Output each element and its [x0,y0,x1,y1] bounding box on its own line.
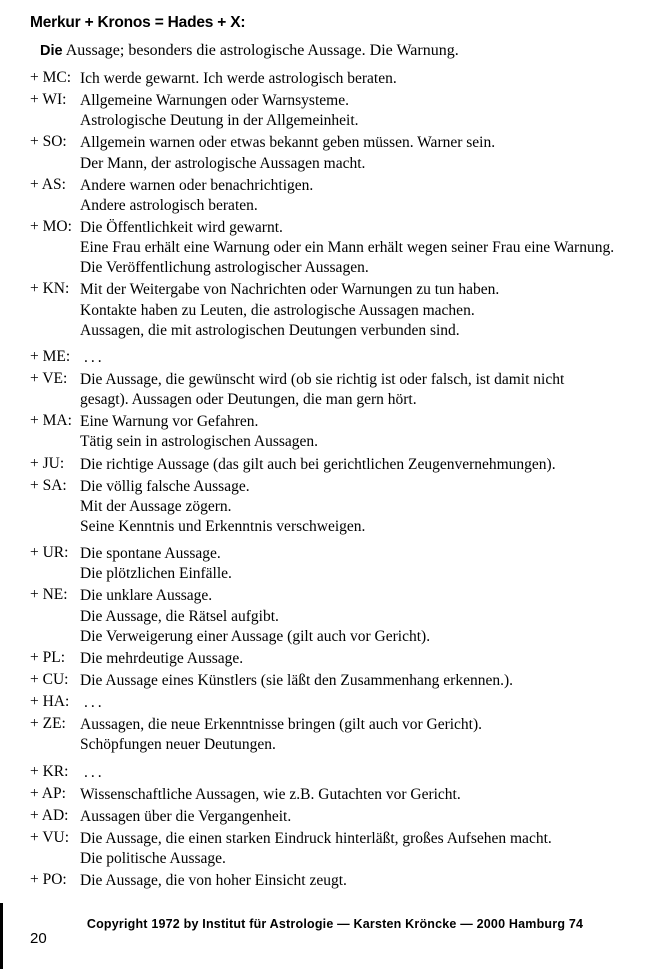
list-item [22,348,648,368]
entry-line: ... [84,694,105,712]
list-item [22,649,648,669]
entry-text [80,715,648,755]
entry-text [80,649,648,669]
list-item [22,455,648,475]
entry-line: Aussagen, die mit astrologischen Deutungen verbunden sind. [80,321,460,339]
entry-text [80,348,648,368]
entry-line: Andere astrologisch beraten. [80,196,258,214]
entry-list [22,69,648,891]
list-item [22,763,648,783]
list-item [22,91,648,131]
entry-line: Die politische Aussage. [80,850,226,868]
entry-key: + UR: [30,544,69,562]
list-item [22,477,648,537]
entry-line: Kontakte haben zu Leuten, die astrologische Aussagen machen. [80,301,475,319]
entry-key: + MO: [30,217,72,235]
entry-text [80,544,648,584]
entry-line: Andere warnen oder benachrichtigen. [80,176,314,194]
entry-line: Seine Kenntnis und Erkenntnis verschweigen. [80,517,366,535]
entry-line: Die Öffentlichkeit wird gewarnt. [80,218,283,236]
entry-key: + WI: [30,91,67,109]
entry-line: Der Mann, der astrologische Aussagen macht. [80,154,366,172]
page-title: Merkur + Kronos = Hades + X: [30,14,246,31]
entry-key: + VU: [30,828,70,846]
entry-key: + MC: [30,69,72,86]
entry-text [80,133,648,173]
list-item [22,370,648,410]
entry-line: Die Aussage, die von hoher Einsicht zeugt. [80,872,347,890]
entry-line: Die unklare Aussage. [80,587,213,605]
entry-text [80,807,648,827]
entry-text [80,829,648,869]
entry-key: + VE: [30,369,68,387]
entry-key: + SO: [30,133,67,151]
lead-bold-word: Die [40,43,63,59]
page-edge-mark [0,903,3,969]
list-item [22,280,648,340]
entry-line: Die mehrdeutige Aussage. [80,649,244,667]
entry-line: ... [84,348,105,366]
entry-line: Die plötzlichen Einfälle. [80,565,232,583]
list-item [22,412,648,452]
copyright-notice: Copyright 1972 by Institut für Astrologie — Karsten Kröncke — 2000 Hamburg 74 [86,917,584,932]
entry-line: Aussagen, die neue Erkenntnisse bringen (gilt auch vor Gericht). [80,716,483,734]
entry-key: + CU: [30,670,69,688]
entry-text [80,280,648,340]
entry-text [80,412,648,452]
entry-line: gesagt). Aussagen oder Deutungen, die man gern hört. [80,391,417,409]
entry-line: Die Aussage, die Rätsel aufgibt. [80,607,279,625]
entry-text [80,477,648,537]
entry-line: Wissenschaftliche Aussagen, wie z.B. Gutachten vor Gericht. [80,785,461,803]
entry-text [80,785,648,805]
entry-line: Die völlig falsche Aussage. [80,477,250,495]
entry-text [80,176,648,216]
list-item [22,829,648,869]
entry-key: + KN: [30,280,70,298]
list-item [22,871,648,891]
page-number: 20 [30,930,47,947]
entry-key: + HA: [30,693,70,711]
entry-line: Die Aussage, die gewünscht wird (ob sie richtig ist oder falsch, ist damit nicht [80,370,565,388]
entry-key: + KR: [30,762,69,780]
entry-key: + AS: [30,175,66,193]
entry-key: + MA: [30,412,72,430]
list-item [22,715,648,755]
list-item [22,693,648,713]
entry-line: Allgemeine Warnungen oder Warnsysteme. [80,92,349,110]
entry-text [80,693,648,713]
list-item [22,807,648,827]
list-item [22,218,648,278]
lead-paragraph [40,42,648,60]
entry-text [80,586,648,646]
entry-text [80,69,648,89]
list-item [22,544,648,584]
entry-text [80,455,648,475]
list-item [22,69,648,89]
entry-line: Mit der Weitergabe von Nachrichten oder Warnungen zu tun haben. [80,281,500,299]
entry-line: Schöpfungen neuer Deutungen. [80,736,276,754]
entry-key: + ME: [30,347,71,365]
entry-line: Allgemein warnen oder etwas bekannt geben müssen. Warner sein. [80,134,496,152]
entry-line: Eine Frau erhält eine Warnung oder ein Mann erhält wegen seiner Frau eine Warnung. [80,239,615,257]
entry-line: ... [84,763,105,781]
entry-line: Die richtige Aussage (das gilt auch bei gerichtlichen Zeugenvernehmungen). [80,455,556,473]
entry-key: + JU: [30,454,65,472]
entry-line: Ich werde gewarnt. Ich werde astrologisch beraten. [80,70,397,87]
list-item [22,785,648,805]
entry-line: Eine Warnung vor Gefahren. [80,413,259,431]
list-item [22,671,648,691]
entry-text [80,671,648,691]
entry-text [80,763,648,783]
entry-text [80,218,648,278]
entry-key: + SA: [30,476,67,494]
lead-rest-text: Aussage; besonders die astrologische Aussage. Die Warnung. [62,42,459,59]
entry-line: Tätig sein in astrologischen Aussagen. [80,433,319,451]
entry-line: Die Veröffentlichung astrologischer Aussagen. [80,259,369,277]
entry-key: + AD: [30,806,69,824]
list-item [22,133,648,173]
entry-text [80,871,648,891]
list-item [22,586,648,646]
entry-line: Die Aussage eines Künstlers (sie läßt den Zusammenhang erkennen.). [80,671,514,689]
entry-text [80,91,648,131]
entry-line: Aussagen über die Vergangenheit. [80,807,292,825]
entry-line: Mit der Aussage zögern. [80,497,232,515]
entry-text [80,370,648,410]
entry-key: + PO: [30,871,67,889]
entry-line: Die Aussage, die einen starken Eindruck hinterläßt, großes Aufsehen macht. [80,829,552,847]
list-item [22,176,648,216]
entry-line: Die spontane Aussage. [80,545,221,563]
entry-line: Astrologische Deutung in der Allgemeinheit. [80,112,359,130]
entry-key: + ZE: [30,715,66,733]
entry-key: + PL: [30,648,66,666]
entry-key: + AP: [30,784,66,802]
entry-line: Die Verweigerung einer Aussage (gilt auch vor Gericht). [80,627,431,645]
entry-key: + NE: [30,586,68,604]
